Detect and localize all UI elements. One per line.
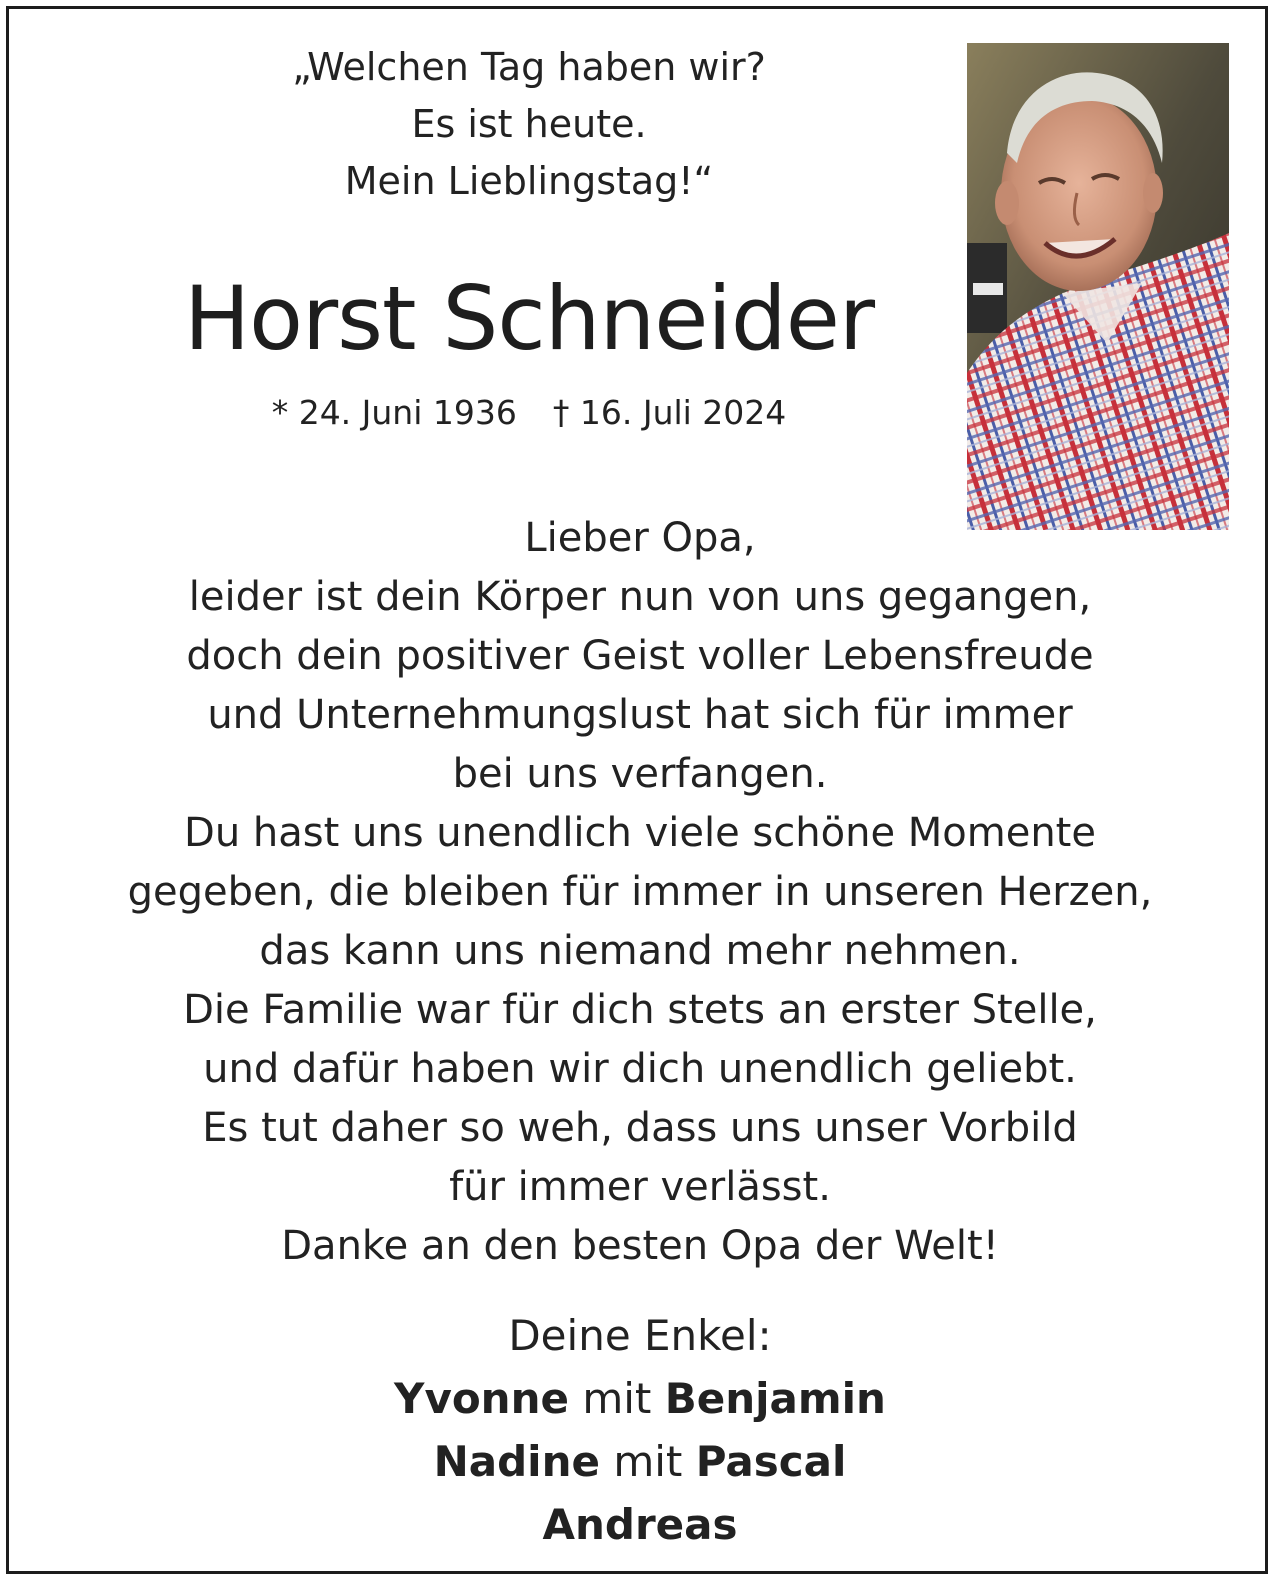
obituary-notice xyxy=(6,6,1268,1574)
signature-line xyxy=(229,1430,1051,1493)
connector-word: mit xyxy=(613,1437,683,1486)
signature-line xyxy=(229,1367,1051,1430)
memorial-message xyxy=(29,509,1251,1276)
message-line: für immer verlässt. xyxy=(449,1164,831,1210)
message-line: und dafür haben wir dich unendlich geliebt. xyxy=(203,1046,1077,1092)
message-line: das kann uns niemand mehr nehmen. xyxy=(259,928,1021,974)
grandchild-name: Nadine xyxy=(433,1437,600,1486)
connector-word: mit xyxy=(582,1374,652,1423)
message-line: gegeben, die bleiben für immer in unseren Herzen, xyxy=(127,869,1153,915)
message-line: doch dein positiver Geist voller Lebensfreude xyxy=(186,633,1094,679)
message-line: Danke an den besten Opa der Welt! xyxy=(281,1223,999,1269)
signature-block xyxy=(229,1304,1051,1556)
message-line: bei uns verfangen. xyxy=(452,751,828,797)
message-line: Lieber Opa, xyxy=(524,515,756,561)
message-line: und Unternehmungslust hat sich für immer xyxy=(207,692,1073,738)
birth-date: * 24. Juni 1936 xyxy=(271,393,517,432)
portrait-icon xyxy=(967,43,1229,530)
portrait-photo xyxy=(967,43,1229,530)
message-line: Du hast uns unendlich viele schöne Momente xyxy=(184,810,1096,856)
signature-intro: Deine Enkel: xyxy=(508,1311,772,1360)
partner-name: Benjamin xyxy=(664,1374,886,1423)
message-line: Es tut daher so weh, dass uns unser Vorbild xyxy=(202,1105,1078,1151)
deceased-name: Horst Schneider xyxy=(183,267,875,370)
quote-line: Mein Lieblingstag!“ xyxy=(344,159,714,203)
death-date: † 16. Juli 2024 xyxy=(552,393,787,432)
quote-line: Es ist heute. xyxy=(411,102,647,146)
quote-line: „Welchen Tag haben wir? xyxy=(292,45,766,89)
partner-name: Pascal xyxy=(695,1437,847,1486)
message-line: leider ist dein Körper nun von uns gegangen, xyxy=(188,574,1092,620)
message-line: Die Familie war für dich stets an erster Stelle, xyxy=(183,987,1097,1033)
grandchild-name: Yvonne xyxy=(394,1374,569,1423)
opening-quote xyxy=(159,39,899,210)
grandchild-name: Andreas xyxy=(542,1500,738,1549)
life-dates xyxy=(159,391,899,435)
